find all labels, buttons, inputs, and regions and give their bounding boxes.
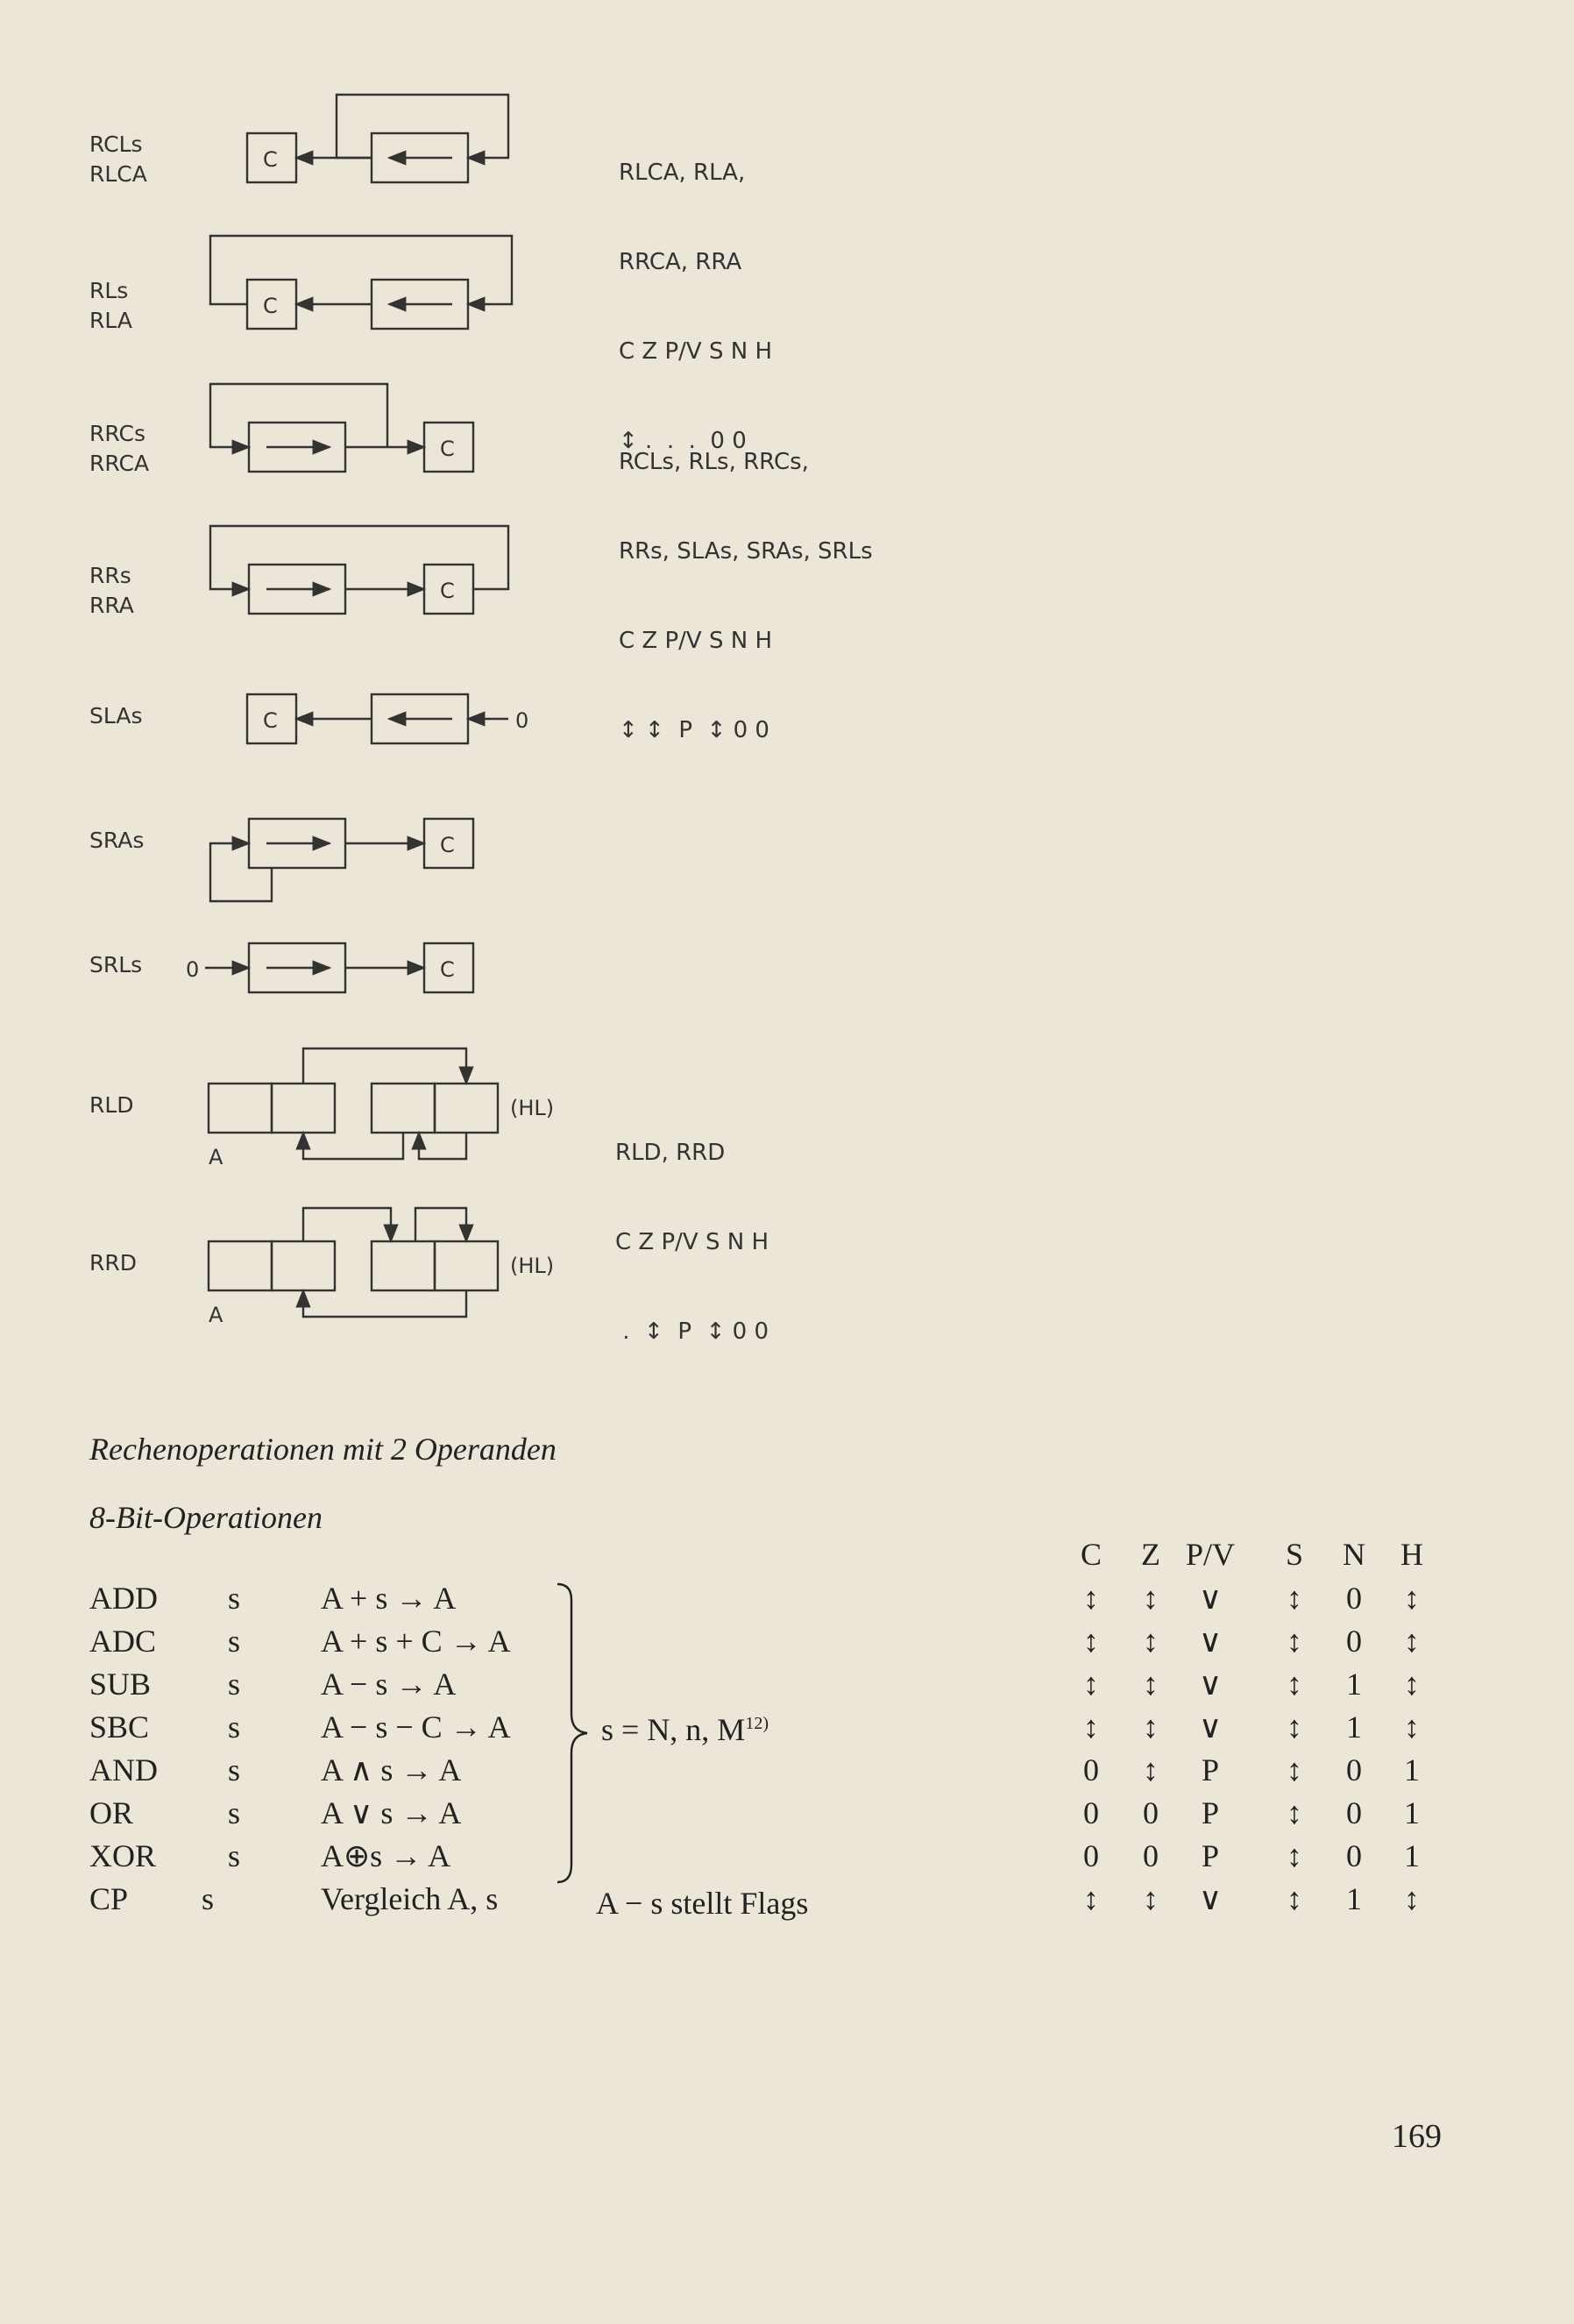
flag-cell: ↕ [1143,1709,1159,1745]
rotate-op-label: RRCs [89,421,145,446]
flag-cell: ∨ [1198,1709,1223,1745]
flag-cell: ↕ [1287,1838,1302,1873]
op-effect: Vergleich A, s [321,1881,499,1916]
rotate-op-label: SLAs [89,703,143,728]
rotate-feedback-line [337,95,508,158]
op-mnemonic: SUB [89,1667,152,1702]
carry-flag-label: C [263,708,278,733]
op-operand: s [228,1709,241,1745]
flag-cell: ↕ [1404,1881,1420,1916]
op-mnemonic: ADC [89,1624,157,1659]
op-operand: s [202,1881,215,1916]
flag-cell: ↕ [1143,1752,1159,1787]
rotate-op-label: RLA [89,308,132,333]
op-operand: s [228,1667,241,1702]
flag-header: C [1080,1537,1102,1572]
flag-note-line: C Z P/V S N H [619,338,773,365]
op-row [89,1623,878,1665]
brace [552,1582,596,1885]
flag-note-line: RCLs, RLs, RRCs, [619,449,809,475]
flag-header: H [1400,1537,1423,1572]
rotate-op-label: RLD [89,1092,134,1118]
carry-flag-label: C [440,833,455,857]
memory-hl-label: (HL) [510,1096,555,1120]
flag-cell: 0 [1083,1838,1099,1873]
nibble-transfer-line [415,1208,466,1241]
flag-cell: 1 [1346,1709,1362,1745]
op-mnemonic: AND [89,1752,158,1787]
flag-cell: 0 [1346,1581,1362,1616]
flag-cell: ↕ [1404,1709,1420,1745]
memory-hl-high-nibble [372,1241,435,1290]
rotate-op-label: RLCA [89,161,147,187]
rotate-feedback-line [210,526,508,589]
rotate-feedback-line [210,384,387,447]
op-row [89,1795,878,1837]
flag-header: S [1285,1537,1304,1572]
flag-cell: 0 [1083,1795,1099,1830]
memory-hl-high-nibble [372,1084,435,1133]
rotate-op-label: SRAs [89,828,145,853]
op-row [89,1666,878,1708]
flag-cell: ↕ [1083,1624,1099,1659]
op-mnemonic: ADD [89,1581,158,1616]
rotate-op-label: RLs [89,278,129,303]
flag-cell: 0 [1346,1752,1362,1787]
flag-note-line: C Z P/V S N H [619,628,773,654]
memory-hl-low-nibble [435,1241,498,1290]
rotate-op-label: RCLs [89,131,143,157]
flag-cell: 0 [1083,1752,1099,1787]
op-effect: A + s + C → A [321,1624,511,1659]
op-effect: A − s − C → A [321,1709,511,1745]
op-row [89,1837,878,1880]
flag-cell: ↕ [1287,1624,1302,1659]
rotate-op-label: RRCA [89,451,150,476]
flag-cell: ↕ [1287,1881,1302,1916]
op-effect: A + s → A [321,1581,457,1616]
flag-cell: 0 [1143,1838,1159,1873]
flag-note-line: RRs, SLAs, SRAs, SRLs [619,538,873,565]
flag-header: N [1343,1537,1365,1572]
register-a-high-nibble [209,1084,272,1133]
register-a-low-nibble [272,1084,335,1133]
flag-cell: 1 [1346,1881,1362,1916]
page-number: 169 [1392,2118,1442,2155]
nibble-transfer-line [303,1290,466,1317]
carry-flag-label: C [440,957,455,982]
nibble-transfer-line [303,1048,466,1084]
rotate-feedback-line [210,236,512,304]
flag-cell: 0 [1346,1838,1362,1873]
flag-cell: ↕ [1083,1667,1099,1702]
flag-cell: 1 [1404,1795,1420,1830]
flag-header: P/V [1185,1537,1236,1572]
op-effect: A − s → A [321,1667,457,1702]
carry-flag-label: C [440,579,455,603]
sign-bit-feedback-line [210,843,272,901]
flag-note-line: RLD, RRD [615,1140,726,1166]
op-operand: s [228,1581,241,1616]
op-mnemonic: CP [89,1881,129,1916]
op-operand: s [228,1838,241,1873]
zero-input-label: 0 [515,708,529,733]
flag-cell: ↕ [1404,1624,1420,1659]
flag-cell: ↕ [1404,1667,1420,1702]
op-effect: A ∧ s → A [321,1752,462,1787]
flag-note-line: C Z P/V S N H [615,1229,769,1255]
flag-cell: ↕ [1143,1667,1159,1702]
op-operand: s [228,1624,241,1659]
flag-cell: 0 [1346,1795,1362,1830]
rotate-op-label: RRA [89,593,134,618]
op-mnemonic: SBC [89,1709,150,1745]
flag-note-line: . ↕ P ↕ 0 0 [615,1318,769,1345]
flag-cell: P [1201,1838,1220,1873]
register-a-low-nibble [272,1241,335,1290]
flag-cell: ↕ [1287,1709,1302,1745]
op-mnemonic: OR [89,1795,134,1830]
cp-note: A − s stellt Flags [596,1886,809,1921]
flag-cell: ∨ [1198,1881,1223,1916]
flag-note-rld [615,1078,769,1376]
flag-cell: ∨ [1198,1667,1223,1702]
flag-cell: P [1201,1752,1220,1787]
brace-note [601,1711,769,1748]
op-operand: s [228,1752,241,1787]
nibble-transfer-line [303,1208,391,1241]
op-mnemonic: XOR [89,1838,157,1873]
memory-hl-label: (HL) [510,1254,555,1278]
flag-note-rotate-s [619,387,873,775]
subsection-title: 8-Bit-Operationen [89,1500,323,1535]
register-a-high-nibble [209,1241,272,1290]
op-row [89,1580,878,1622]
memory-hl-low-nibble [435,1084,498,1133]
carry-flag-label: C [440,437,455,461]
op-operand: s [228,1795,241,1830]
flag-cell: ↕ [1083,1581,1099,1616]
register-a-label: A [209,1303,223,1327]
flag-cell: ↕ [1083,1709,1099,1745]
flag-cell: ∨ [1198,1581,1223,1616]
flag-cell: 1 [1404,1838,1420,1873]
flag-note-line: ↕ . . . 0 0 [619,428,747,454]
flag-cell: ∨ [1198,1624,1223,1659]
flag-cell: P [1201,1795,1220,1830]
flag-cell: 1 [1404,1752,1420,1787]
carry-flag-label: C [263,147,278,172]
zero-input-label: 0 [186,957,200,982]
brace-note-text: s = N, n, M [601,1712,746,1747]
flag-note-line: RLCA, RLA, [619,160,746,186]
flag-cell: ↕ [1287,1667,1302,1702]
op-row [89,1752,878,1794]
flag-cell: ↕ [1143,1881,1159,1916]
flag-cell: 0 [1143,1795,1159,1830]
register-a-label: A [209,1145,223,1169]
flag-note-line: ↕ ↕ P ↕ 0 0 [619,717,769,743]
carry-flag-label: C [263,294,278,318]
flag-cell: ↕ [1143,1581,1159,1616]
op-effect: A⊕s → A [321,1838,451,1873]
op-effect: A ∨ s → A [321,1795,462,1830]
nibble-transfer-line [303,1133,403,1159]
flag-cell: ↕ [1287,1752,1302,1787]
flag-cell: ↕ [1287,1581,1302,1616]
flag-cell: ↕ [1287,1795,1302,1830]
flag-note-line: RRCA, RRA [619,249,742,275]
rotate-op-label: SRLs [89,952,143,977]
nibble-transfer-line [419,1133,466,1159]
flag-cell: 1 [1346,1667,1362,1702]
rotate-op-label: RRs [89,563,131,588]
flag-header: Z [1141,1537,1160,1572]
flag-cell: ↕ [1083,1881,1099,1916]
flag-cell: ↕ [1404,1581,1420,1616]
flag-cell: ↕ [1143,1624,1159,1659]
rotate-op-label: RRD [89,1250,137,1276]
brace-note-footnote: 12) [745,1714,769,1733]
flag-cell: 0 [1346,1624,1362,1659]
section-title: Rechenoperationen mit 2 Operanden [89,1432,557,1467]
